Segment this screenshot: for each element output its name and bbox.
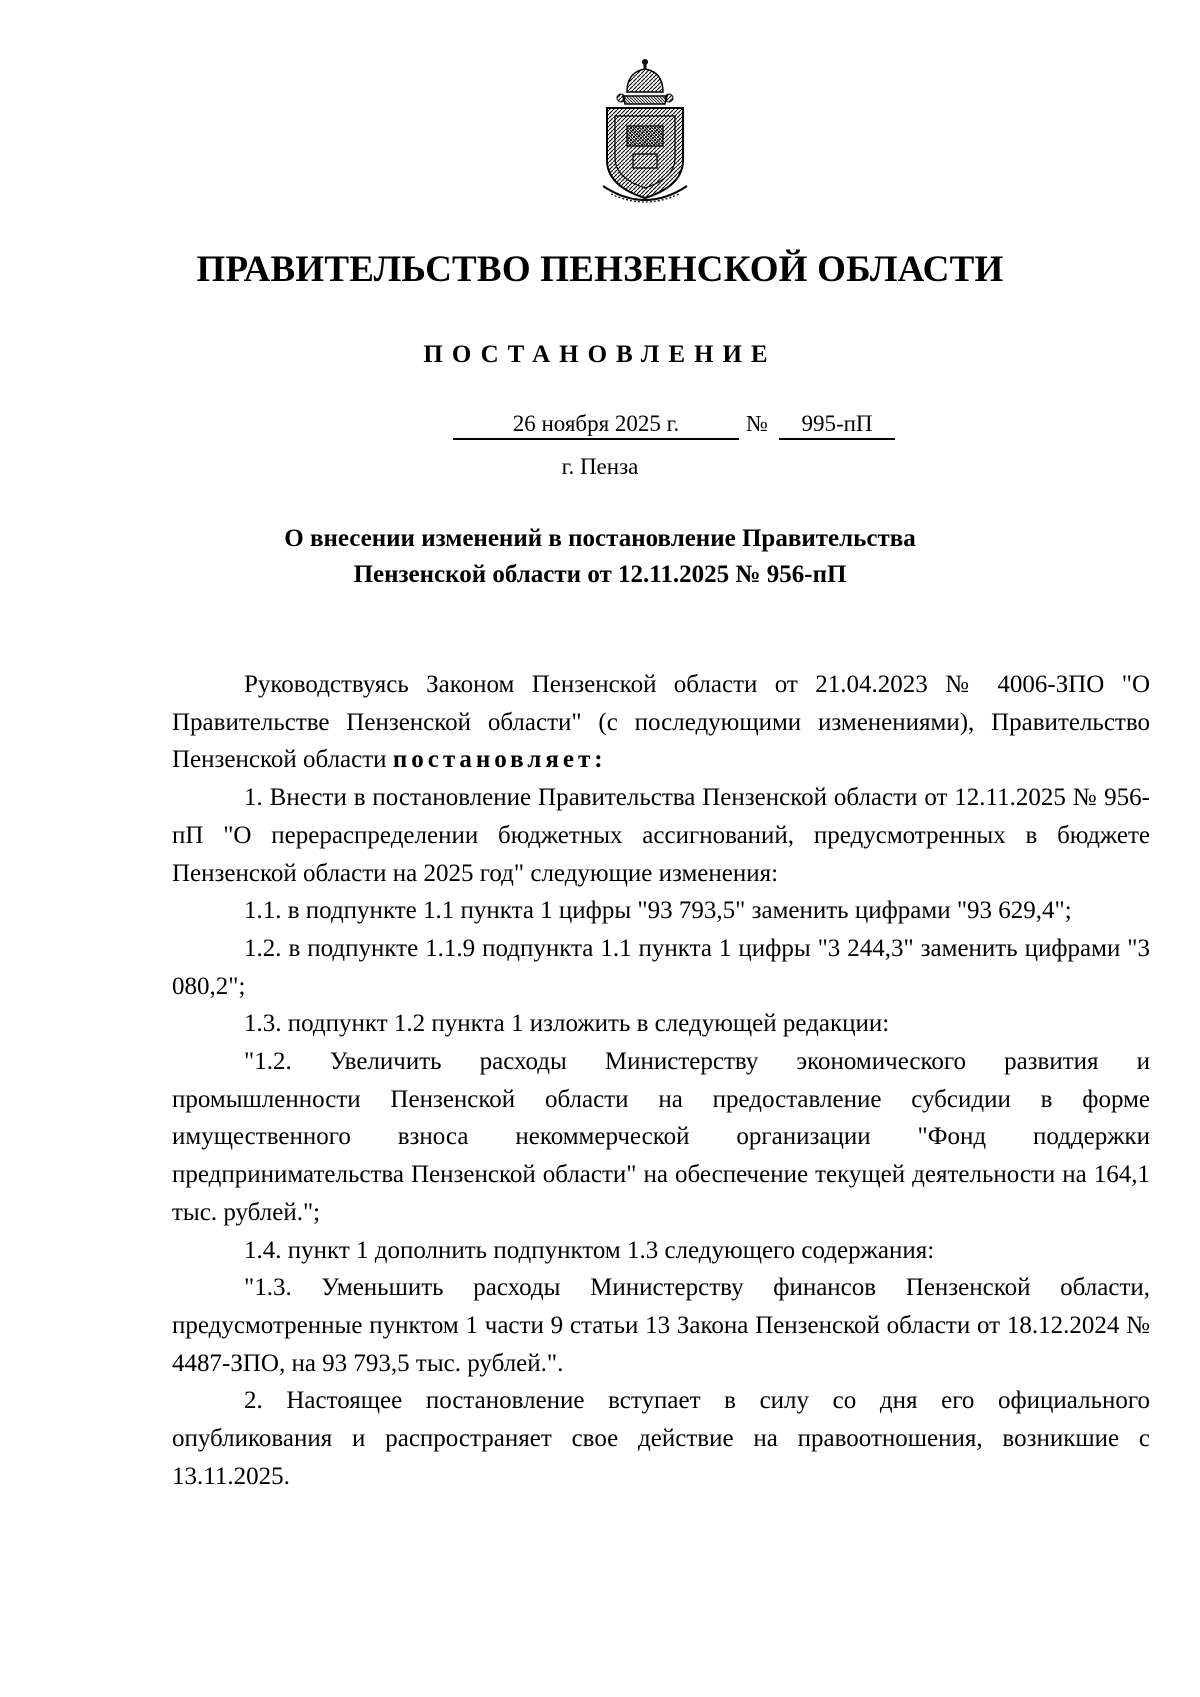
title-line-2: Пензенской области от 12.11.2025 № 956-пП: [353, 561, 847, 588]
document-body: [172, 666, 1150, 1495]
paragraph-1-3: 1.3. подпункт 1.2 пункта 1 изложить в следующей редакции:: [244, 1010, 890, 1038]
paragraph-1-1: 1.1. в подпункте 1.1 пункта 1 цифры "93 793,5" заменить цифрами "93 629,4";: [244, 897, 1072, 925]
document-date: 26 ноября 2025 г.: [453, 410, 739, 440]
preamble-paragraph: [172, 666, 1150, 779]
title-line-1: О внесении изменений в постановление Правительства: [284, 525, 916, 552]
decree-word: постановляет:: [392, 746, 607, 774]
paragraph-1-4-quote: "1.3. Уменьшить расходы Министерству финансов Пензенской области, предусмотренные пунктом 1 части 9 статьи 13 Закона Пензенской области от 18.12.2024 № 4487-ЗПО, на 93 793,5 тыс. рублей.".: [172, 1274, 1150, 1377]
paragraph-1-3-quote: "1.2. Увеличить расходы Министерству экономического развития и промышленности Пензенской области на предоставление субсидии в форме имущественного взноса некоммерческой организации "Фонд поддержки предпринимательства Пензенской области" на обеспечение текущей деятельности на 164,1 тыс. рублей.";: [172, 1048, 1150, 1226]
paragraph-1-2: 1.2. в подпункте 1.1.9 подпункта 1.1 пункта 1 цифры "3 244,3" заменить цифрами "3 080,2";: [172, 934, 1150, 1000]
paragraph-1: 1. Внести в постановление Правительства Пензенской области от 12.11.2025 № 956-пП "О перераспределении бюджетных ассигнований, предусмотренных в бюджете Пензенской области на 2025 год" следующие изменения:: [172, 784, 1150, 887]
document-type: ПОСТАНОВЛЕНИЕ: [423, 341, 777, 368]
organization-name: ПРАВИТЕЛЬСТВО ПЕНЗЕНСКОЙ ОБЛАСТИ: [196, 249, 1004, 290]
paragraph-2: 2. Настоящее постановление вступает в силу со дня его официального опубликования и распространяет свое действие на правоотношения, возникшие с 13.11.2025.: [172, 1387, 1150, 1490]
document-title: [0, 521, 1200, 593]
penza-coat-of-arms-icon: [597, 58, 693, 208]
preamble-text: Руководствуясь Законом Пензенской области от 21.04.2023 № 4006-ЗПО "О Правительстве Пензенской области" (с последующими изменениями), Правительство Пензенской области: [172, 671, 1150, 774]
number-sign: №: [746, 411, 768, 436]
city: г. Пенза: [561, 454, 639, 479]
document-number: 995-пП: [779, 410, 895, 440]
paragraph-1-4: 1.4. пункт 1 дополнить подпунктом 1.3 следующего содержания:: [244, 1236, 935, 1264]
